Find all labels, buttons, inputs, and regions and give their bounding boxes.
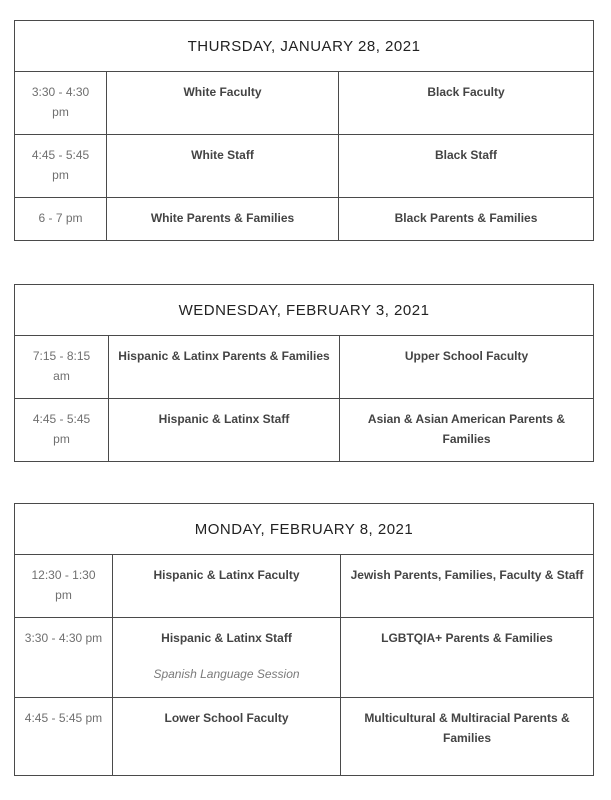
table-row [15, 198, 594, 241]
table-row [15, 72, 594, 135]
session-group: Jewish Parents, Families, Faculty & Staff [341, 555, 594, 618]
session-group: Hispanic & Latinx Staff [161, 631, 292, 645]
session-note: Spanish Language Session [153, 667, 300, 681]
session-group: Black Faculty [339, 72, 594, 135]
session-group: LGBTQIA+ Parents & Families [341, 618, 594, 698]
table-row [15, 399, 594, 462]
session-time: 3:30 - 4:30 pm [15, 72, 107, 135]
schedule-date-header: WEDNESDAY, FEBRUARY 3, 2021 [15, 285, 594, 336]
table-row [15, 336, 594, 399]
session-group: Multicultural & Multiracial Parents & Families [341, 698, 594, 776]
session-time: 3:30 - 4:30 pm [15, 618, 113, 698]
session-group: Black Staff [339, 135, 594, 198]
session-time: 4:45 - 5:45 pm [15, 698, 113, 776]
session-time: 4:45 - 5:45 pm [15, 399, 109, 462]
schedule-table-jan-28 [14, 20, 594, 241]
session-group: Lower School Faculty [113, 698, 341, 776]
session-time: 12:30 - 1:30 pm [15, 555, 113, 618]
session-group: Black Parents & Families [339, 198, 594, 241]
table-row [15, 618, 594, 698]
schedule-date-header: THURSDAY, JANUARY 28, 2021 [15, 21, 594, 72]
session-time: 4:45 - 5:45 pm [15, 135, 107, 198]
session-group: Upper School Faculty [340, 336, 594, 399]
session-group: Asian & Asian American Parents & Families [340, 399, 594, 462]
session-group: Hispanic & Latinx Staff [109, 399, 340, 462]
session-time: 7:15 - 8:15 am [15, 336, 109, 399]
table-row [15, 555, 594, 618]
table-row [15, 698, 594, 776]
session-group: White Staff [107, 135, 339, 198]
schedule-date-header: MONDAY, FEBRUARY 8, 2021 [15, 504, 594, 555]
schedule-table-feb-8 [14, 503, 594, 776]
session-group: Hispanic & Latinx Parents & Families [109, 336, 340, 399]
session-group: Hispanic & Latinx Faculty [113, 555, 341, 618]
session-group: White Faculty [107, 72, 339, 135]
session-group: White Parents & Families [107, 198, 339, 241]
session-time: 6 - 7 pm [15, 198, 107, 241]
schedule-table-feb-3 [14, 284, 594, 462]
session-group-with-note [113, 618, 341, 698]
table-row [15, 135, 594, 198]
